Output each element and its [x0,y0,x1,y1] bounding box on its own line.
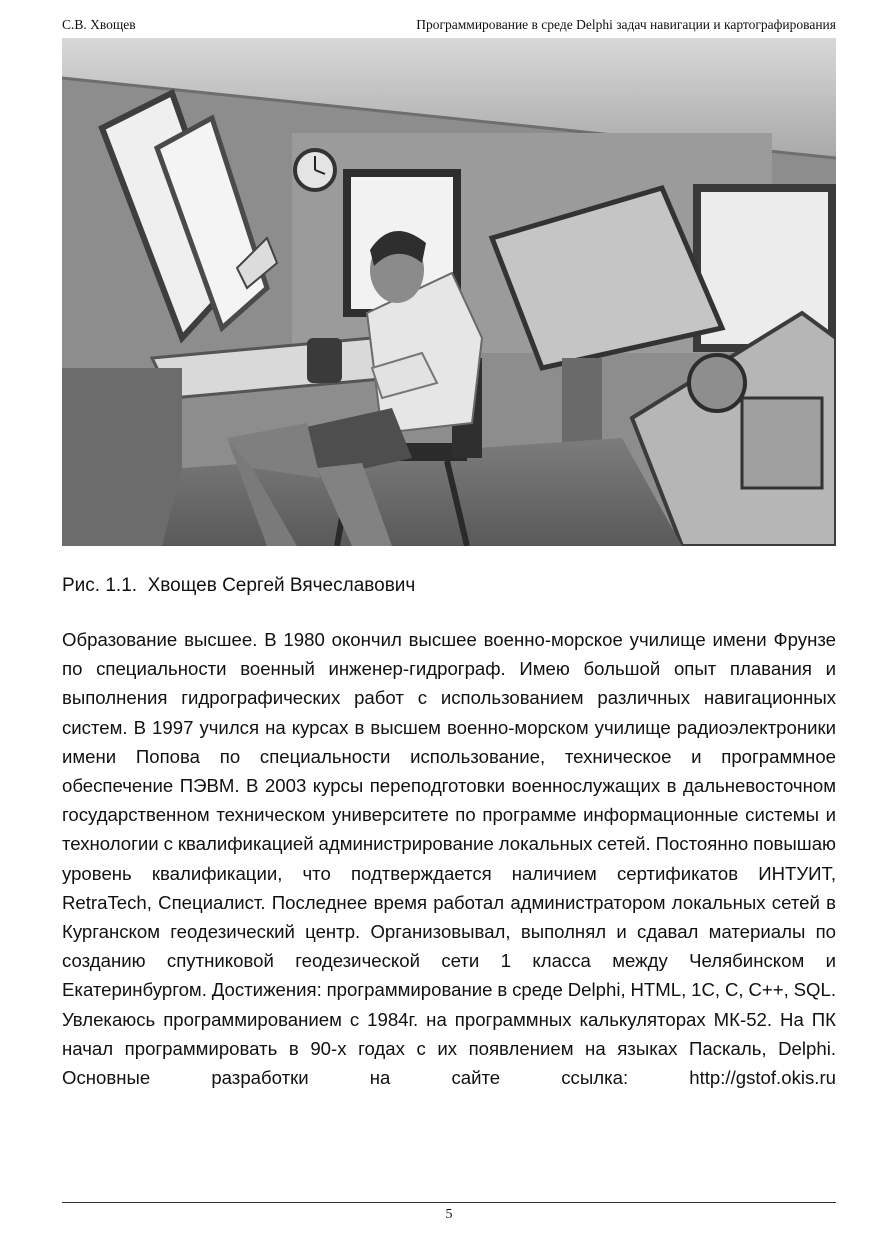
portrait-photo [62,38,836,546]
header-author: С.В. Хвощев [62,17,136,32]
biography-paragraph: Образование высшее. В 1980 окончил высшее военно-морское училище имени Фрунзе по специальности военный инженер-гидрограф. Имею большой опыт плавания и выполнения гидрографических работ с использованием различных навигационных систем. В 1997 учился на курсах в высшем военно-морском училище радиоэлектроники имени Попова по специальности использование, техническое и программное обеспечение ПЭВМ. В 2003 курсы переподготовки военнослужащих в дальневосточном государственном техническом университете по программе информационные системы и технологии с квалификацией администрирование локальных сетей. Постоянно повышаю уровень квалификации, что подтверждается наличием сертификатов ИНТУИТ, RetraTech, Специалист. Последнее время работал администратором локальных сетей в Курганском геодезический центр. Организовывал, выполнял и сдавал материалы по созданию спутниковой геодезической сети 1 класса между Челябинском и Екатеринбургом. Достижения: программирование в среде Delphi, HTML, 1С, С, С++, SQL. Увлекаюсь программированием с 1984г. на программных калькуляторах МК-52. На ПК начал программировать в 90-х годах с их появлением на языках Паскаль, Delphi. Основные разработки на сайте ссылка: http://gstof.okis.ru [62,629,836,1089]
footer-divider [62,1202,836,1203]
page-number: 5 [445,1207,453,1222]
ship-bridge-photo-illustration [62,38,836,546]
figure-caption: Рис. 1.1. Хвощев Сергей Вячеславович [62,575,416,596]
header-book-title: Программирование в среде Delphi задач навигации и картографирования [416,17,836,32]
page-header [62,14,836,36]
